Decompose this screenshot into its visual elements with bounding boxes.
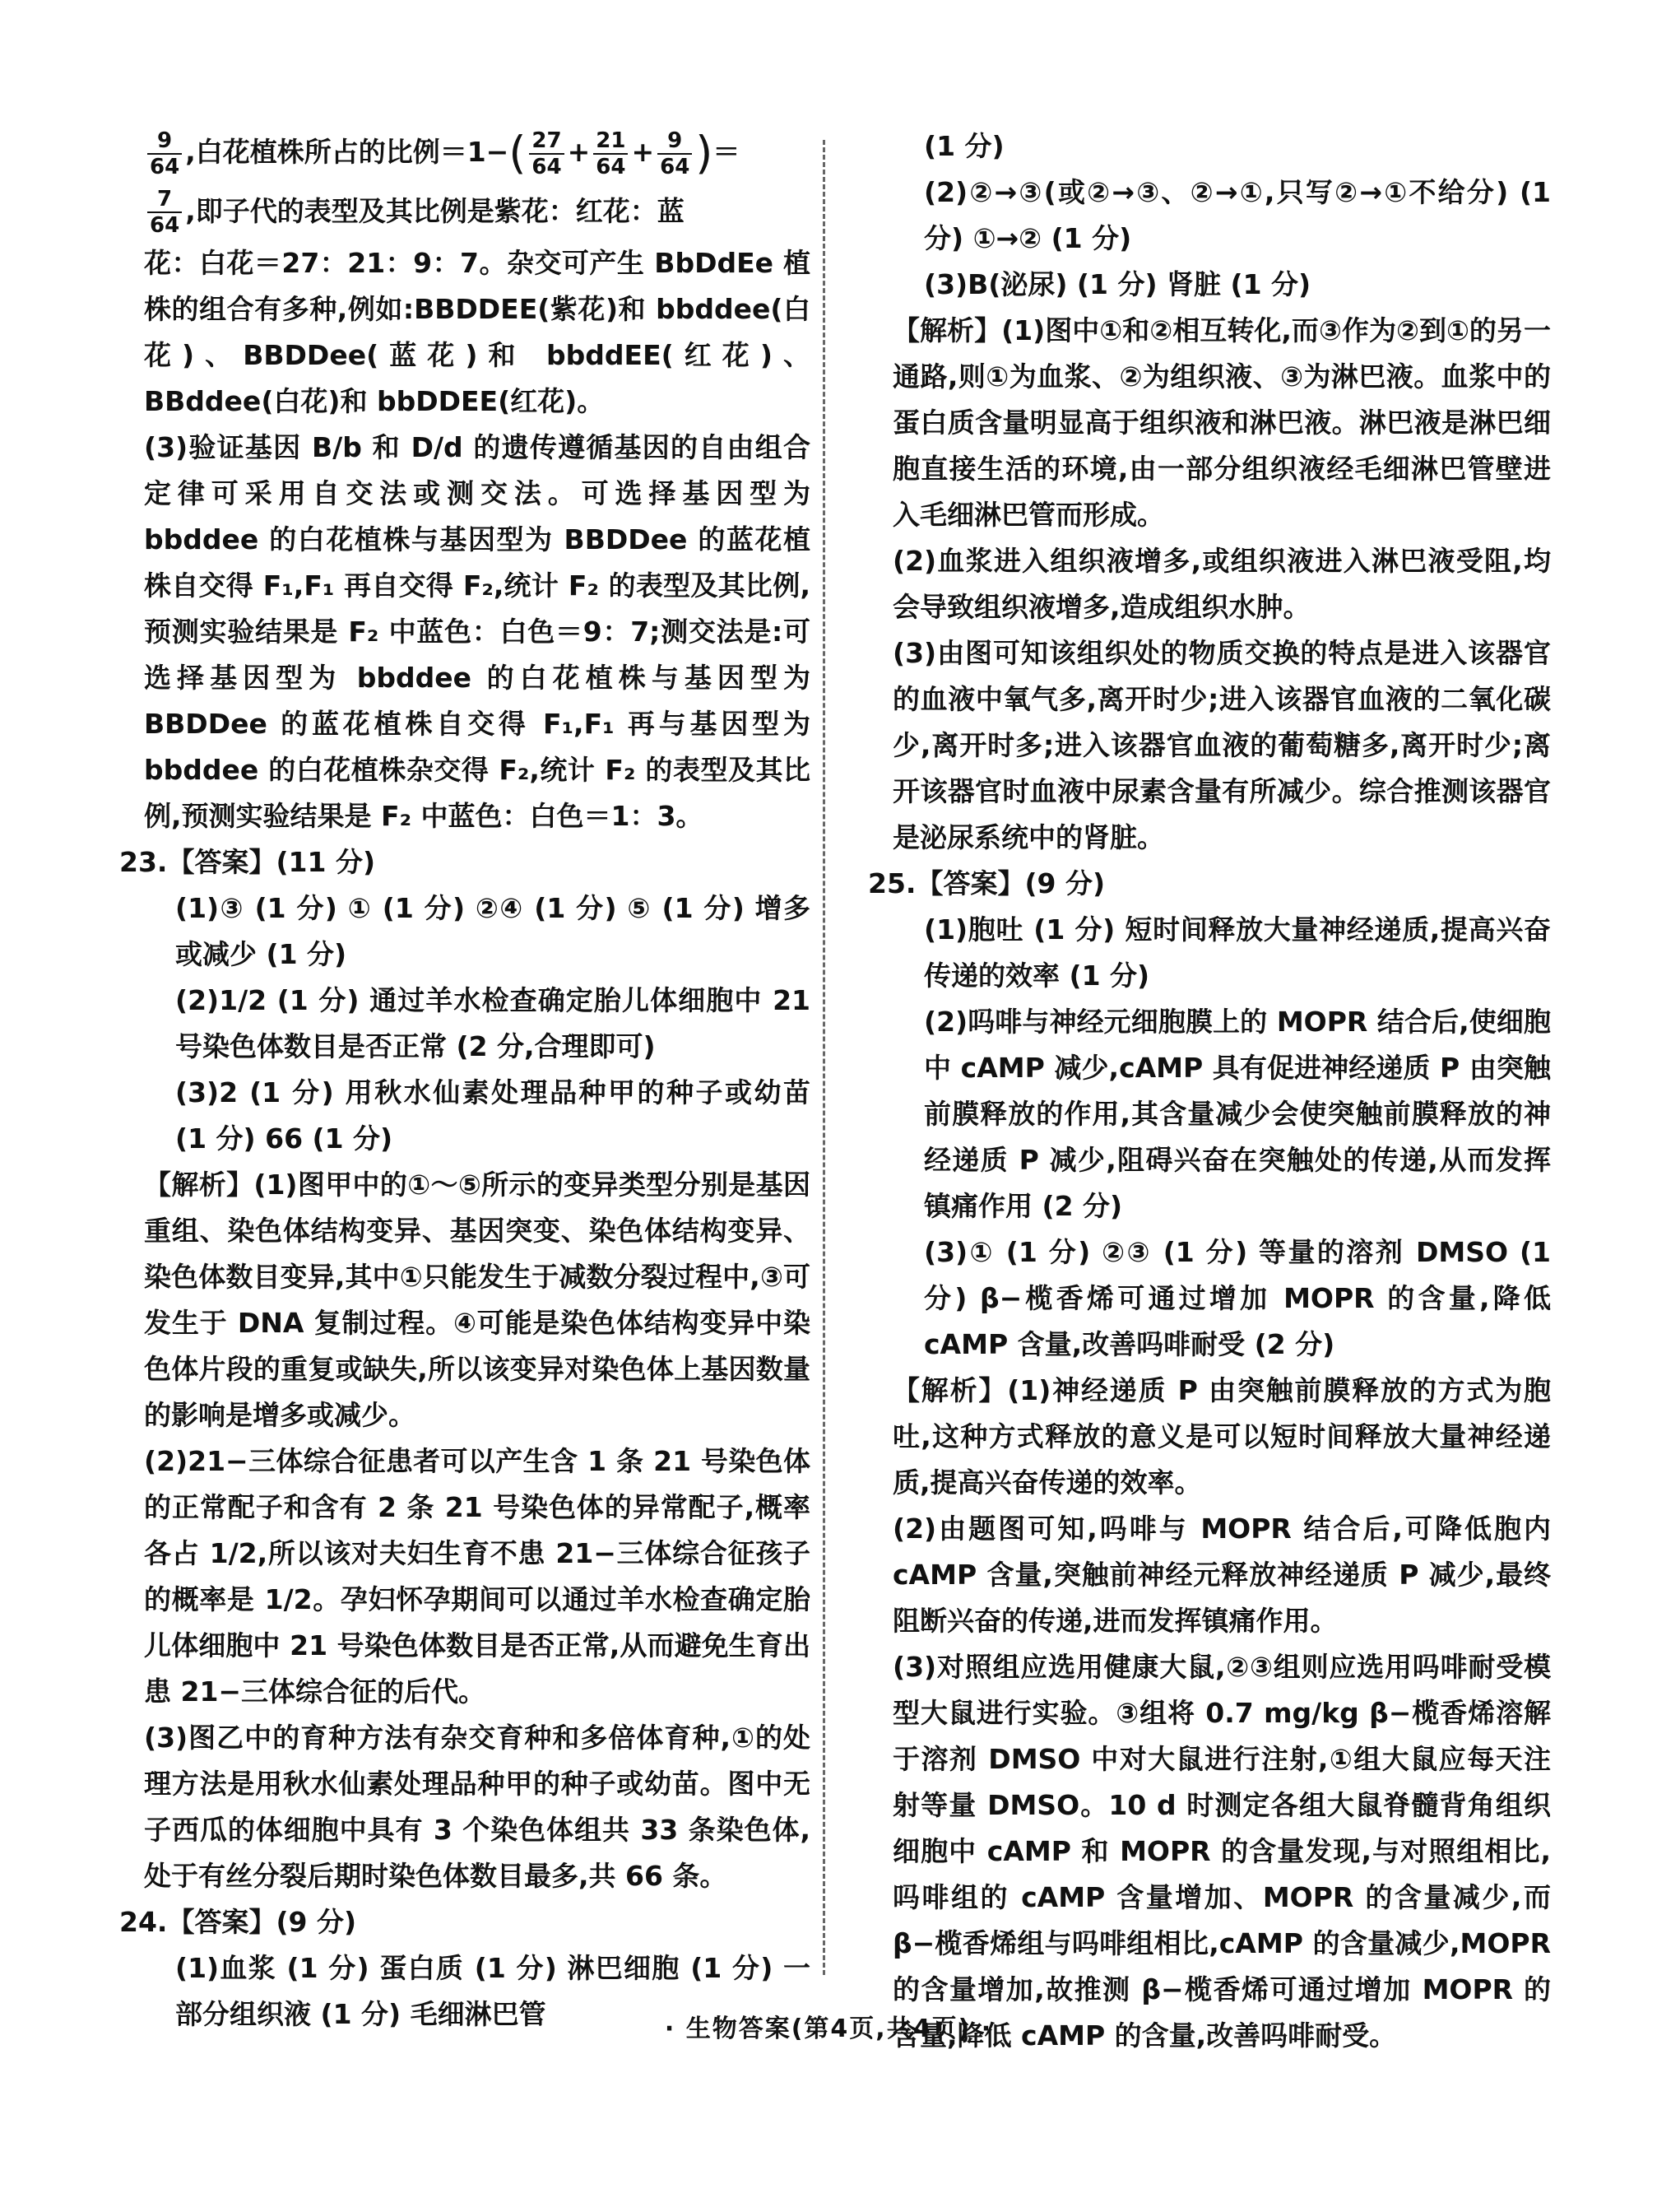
answer-line: (2)②→③(或②→③、②→①,只写②→①不给分) (1 分) ①→② (1 分) xyxy=(924,176,1551,254)
fraction: $\frac{9}{64}$ xyxy=(147,128,182,179)
analysis-paragraph: (2)由题图可知,吗啡与 MOPR 结合后,可降低胞内 cAMP 含量,突触前神经元释放神经递质 P 减少,最终阻断兴奋的传递,进而发挥镇痛作用。 xyxy=(893,1513,1551,1637)
answer-line: (1)胞吐 (1 分) 短时间释放大量神经递质,提高兴奋传递的效率 (1 分) xyxy=(924,913,1551,992)
question-25-heading: 25.【答案】(9 分) xyxy=(868,867,1106,899)
answer-line: (2)吗啡与神经元细胞膜上的 MOPR 结合后,使细胞中 cAMP 减少,cAMP 具有促进神经递质 P 由突触前膜释放的作用,其含量减少会使突触前膜释放的神经递质 P 减少,阻碍兴奋在突触处的传递,从而发挥镇痛作用 (2 分) xyxy=(924,1006,1551,1222)
fraction: $\frac{9}{64}$ xyxy=(657,128,692,179)
fraction: $\frac{7}{64}$ xyxy=(147,187,182,238)
paragraph: 花：白花＝27：21：9：7。杂交可产生 BbDdEe 植株的组合有多种,例如:BBDDEE(紫花)和 bbddee(白花)、BBDDee(蓝花)和 bbddEE(红花)、BBddee(白花)和 bbDDEE(红花)。 xyxy=(144,246,810,417)
answer-line: (2)1/2 (1 分) 通过羊水检查确定胎儿体细胞中 21 号染色体数目是否正常 (2 分,合理即可) xyxy=(175,983,810,1062)
page-footer: · 生物答案(第4页,共4页) · xyxy=(664,2014,993,2043)
analysis-paragraph: (3)对照组应选用健康大鼠,②③组则应选用吗啡耐受模型大鼠进行实验。③组将 0.7 mg/kg β−榄香烯溶解于溶剂 DMSO 中对大鼠进行注射,①组大鼠应每天注射等量 DMSO。10 d 时测定各组大鼠脊髓背角组织细胞中 cAMP 和 MOPR 的含量发现,与对照组相比,吗啡组的 cAMP 含量增加、MOPR 的含量减少,而 β−榄香烯组与吗啡组相比,cAMP 的含量减少,MOPR 的含量增加,故推测 β−榄香烯可通过增加 MOPR 的含量,降低 cAMP 的含量,改善吗啡耐受。 xyxy=(893,1651,1551,2052)
question-24-heading: 24.【答案】(9 分) xyxy=(119,1905,357,1938)
fraction: $\frac{27}{64}$ xyxy=(529,128,564,179)
answer-line: (1 分) xyxy=(924,130,1005,162)
right-column xyxy=(868,123,1551,2059)
paragraph: (3)验证基因 B/b 和 D/d 的遗传遵循基因的自由组合定律可采用自交法或测交法。可选择基因型为 bbddee 的白花植株与基因型为 BBDDee 的蓝花植株自交得 F₁,F₁ 再自交得 F₂,统计 F₂ 的表型及其比例,预测实验结果是 F₂ 中蓝色：白色＝9：7;测交法是:可选择基因型为 bbddee 的白花植株与基因型为 BBDDee 的蓝花植株自交得 F₁,F₁ 再与基因型为 bbddee 的白花植株杂交得 F₂,统计 F₂ 的表型及其比例,预测实验结果是 F₂ 中蓝色：白色＝1：3。 xyxy=(144,430,811,832)
answer-line: (1)血浆 (1 分) 蛋白质 (1 分) 淋巴细胞 (1 分) 一部分组织液 (1 分) 毛细淋巴管 xyxy=(175,1951,810,2030)
analysis-paragraph: (3)图乙中的育种方法有杂交育种和多倍体育种,①的处理方法是用秋水仙素处理品种甲的种子或幼苗。图中无子西瓜的体细胞中具有 3 个染色体组共 33 条染色体,处于有丝分裂后期时染色体数目最多,共 66 条。 xyxy=(144,1721,810,1892)
fraction: $\frac{21}{64}$ xyxy=(593,128,628,179)
analysis-paragraph: (2)21−三体综合征患者可以产生含 1 条 21 号染色体的正常配子和含有 2 条 21 号染色体的异常配子,概率各占 1/2,所以该对夫妇生育不患 21−三体综合征孩子的概率是 1/2。孕妇怀孕期间可以通过羊水检查确定胎儿体细胞中 21 号染色体数目是否正常,从而避免生育出患 21−三体综合征的后代。 xyxy=(144,1444,810,1708)
answer-line: (3)2 (1 分) 用秋水仙素处理品种甲的种子或幼苗 (1 分) 66 (1 分) xyxy=(175,1076,810,1155)
left-column xyxy=(119,123,811,2038)
analysis-paragraph: 【解析】(1)图甲中的①～⑤所示的变异类型分别是基因重组、染色体结构变异、基因突变、染色体结构变异、染色体数目变异,其中①只能发生于减数分裂过程中,③可发生于 DNA 复制过程。④可能是染色体结构变异中染色体片段的重复或缺失,所以该变异对染色体上基因数量的影响是增多或减少。 xyxy=(144,1168,810,1431)
fraction-line-2: $\frac{7}{64}$ ,即子代的表型及其比例是紫花：红花：蓝 xyxy=(144,183,810,240)
answer-line: (3)① (1 分) ②③ (1 分) 等量的溶剂 DMSO (1 分) β−榄香烯可通过增加 MOPR 的含量,降低 cAMP 含量,改善吗啡耐受 (2 分) xyxy=(924,1236,1551,1360)
analysis-paragraph: (3)由图可知该组织处的物质交换的特点是进入该器官的血液中氧气多,离开时少;进入该器官血液的二氧化碳少,离开时多;进入该器官血液的葡萄糖多,离开时少;离开该器官时血液中尿素含量有所减少。综合推测该器官是泌尿系统中的肾脏。 xyxy=(893,637,1551,853)
fraction-line-1: $\frac{9}{64}$ ,白花植株所占的比例＝1−( $\frac{27}{64}$ + $\frac{21}{64}$ + $\frac{9}{64}$ )＝ xyxy=(144,123,810,183)
analysis-paragraph: 【解析】(1)神经递质 P 由突触前膜释放的方式为胞吐,这种方式释放的意义是可以短时间释放大量神经递质,提高兴奋传递的效率。 xyxy=(893,1374,1551,1499)
question-23-heading: 23.【答案】(11 分) xyxy=(119,845,376,878)
analysis-paragraph: 【解析】(1)图中①和②相互转化,而③作为②到①的另一通路,则①为血浆、②为组织液、③为淋巴液。血浆中的蛋白质含量明显高于组织液和淋巴液。淋巴液是淋巴细胞直接生活的环境,由一部分组织液经毛细淋巴管壁进入毛细淋巴管而形成。 xyxy=(893,314,1551,531)
answer-line: (3)B(泌尿) (1 分) 肾脏 (1 分) xyxy=(924,268,1311,300)
analysis-paragraph: (2)血浆进入组织液增多,或组织液进入淋巴液受阻,均会导致组织液增多,造成组织水肿。 xyxy=(893,545,1551,623)
column-divider xyxy=(823,140,825,1975)
answer-line: (1)③ (1 分) ① (1 分) ②④ (1 分) ⑤ (1 分) 增多或减少 (1 分) xyxy=(175,891,810,970)
